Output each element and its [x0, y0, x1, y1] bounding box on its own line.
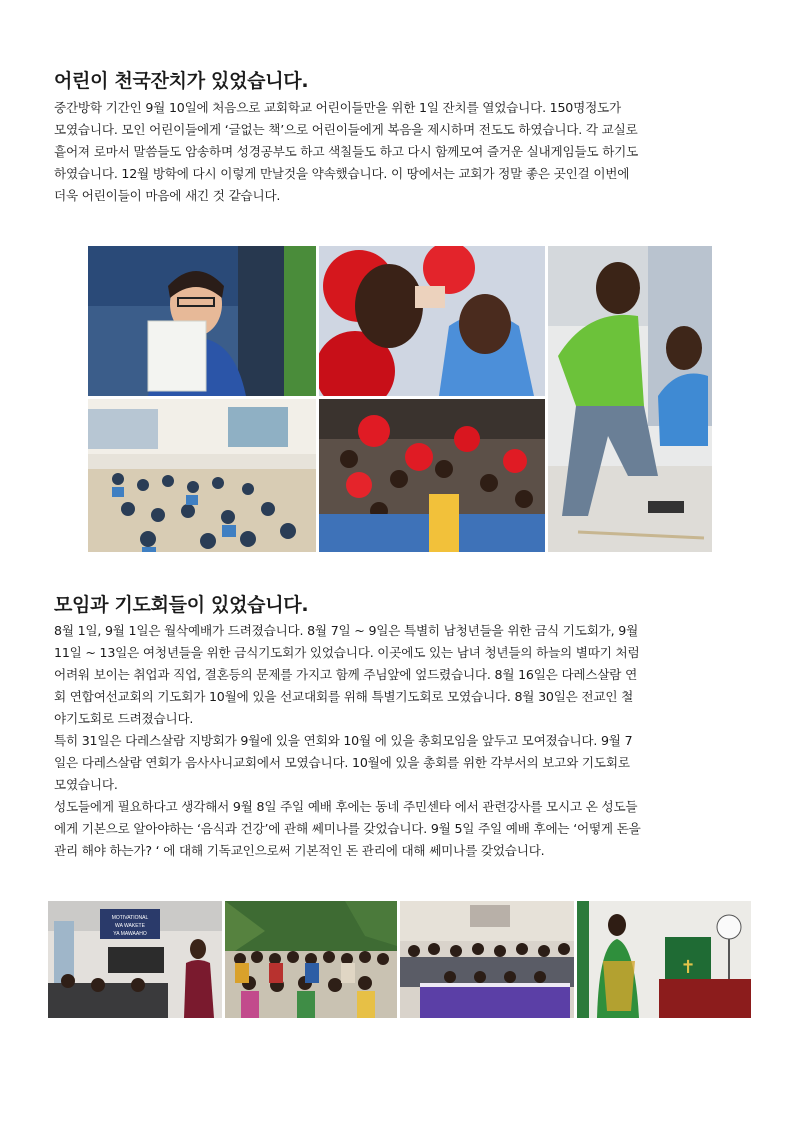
paragraph-line: 야기도회로 드려졌습니다.: [54, 711, 194, 726]
paragraph-line: 모였습니다. 모인 어린이들에게 ‘글없는 책’으로 어린이들에게 복음을 제시하며 전도도 하였습니다. 각 교실로: [54, 122, 638, 137]
photo-woman-speaking-pulpit: [577, 901, 751, 1018]
paragraph-line: 모였습니다.: [54, 777, 118, 792]
photo-children-with-balloons-group: [319, 399, 545, 552]
photo-seminar-speaker: [48, 901, 222, 1018]
paragraph-line: 8월 1일, 9월 1일은 월삭예배가 드려졌습니다. 8월 7일 ~ 9일은 특별히 남청년들을 위한 금식 기도회가, 9월: [54, 623, 639, 638]
svg-text:✝: ✝: [680, 957, 696, 978]
paragraph-line: 특히 31일은 다레스살람 지방회가 9월에 있을 연회와 10월 에 있을 총회모임을 앞두고 모여졌습니다. 9월 7: [54, 733, 633, 748]
paragraph-line: 더욱 어린이들이 마음에 새긴 것 같습니다.: [54, 188, 281, 203]
paragraph-line: 어려워 보이는 취업과 직업, 결혼등의 문제를 가지고 함께 주님앞에 엎드렸습니다. 8월 16일은 다레스살람 연: [54, 667, 638, 682]
banner-line-1: MOTIVATIONAL: [111, 915, 149, 921]
banner-line-2: WA WAKETE: [115, 923, 145, 929]
paragraph-line: 회 연합여선교회의 기도회가 10월에 있을 선교대회를 위해 특별기도회로 모였습니다. 8월 30일은 전교인 철: [54, 689, 634, 704]
photo-group-gathering-outdoor: [225, 901, 397, 1018]
paragraph-line: 하였습니다. 12월 방학에 다시 이렇게 만날것을 약속했습니다. 이 땅에서는 교회가 정말 좋은 곳인걸 이번에: [54, 166, 630, 181]
section-body-meetings-prayers: [54, 620, 754, 862]
photo-children-classroom-floor: [88, 399, 316, 552]
paragraph-line: 일은 다레스살람 연회가 음사사니교회에서 모였습니다. 10월에 있을 총회를 위한 각부서의 보고와 기도회로: [54, 755, 630, 770]
photo-conference-meeting: [400, 901, 574, 1018]
section-title-children-feast: 어린이 천국잔치가 있었습니다.: [54, 70, 309, 92]
banner-line-3: YA MAWAAHO: [113, 931, 147, 937]
paragraph-line: 관리 해야 하는가? ‘ 에 대해 기독교인으로써 기본적인 돈 관리에 대해 쎄미나를 갖었습니다.: [54, 843, 545, 858]
paragraph-line: 에게 기본으로 알아야하는 ‘음식과 건강’에 관해 쎄미나를 갖었습니다. 9월 5일 주일 예배 후에는 ‘어떻게 돈을: [54, 821, 641, 836]
photo-children-red-balloons: [319, 246, 545, 396]
photo-teacher-wordless-book: [88, 246, 316, 396]
paragraph-line: 성도들에게 필요하다고 생각해서 9월 8일 주일 예배 후에는 동네 주민센타 에서 관련강사를 모시고 온 성도들: [54, 799, 638, 814]
paragraph-line: 중간방학 기간인 9월 10일에 처음으로 교회학교 어린이들만을 위한 1일 잔치를 열었습니다. 150명정도가: [54, 100, 621, 115]
section-body-children-feast: [54, 97, 754, 207]
paragraph-line: 흩어져 로마서 말씀들도 암송하며 성경공부도 하고 색칠들도 하고 다시 함께모여 즐거운 실내게임들도 하기도: [54, 144, 639, 159]
photo-child-game-relay: [548, 246, 712, 552]
paragraph-line: 11일 ~ 13일은 여청년들을 위한 금식기도회가 있었습니다. 이곳에도 있는 남녀 청년들의 하늘의 별따기 처럼: [54, 645, 640, 660]
section-title-meetings-prayers: 모임과 기도회들이 있었습니다.: [54, 594, 309, 616]
